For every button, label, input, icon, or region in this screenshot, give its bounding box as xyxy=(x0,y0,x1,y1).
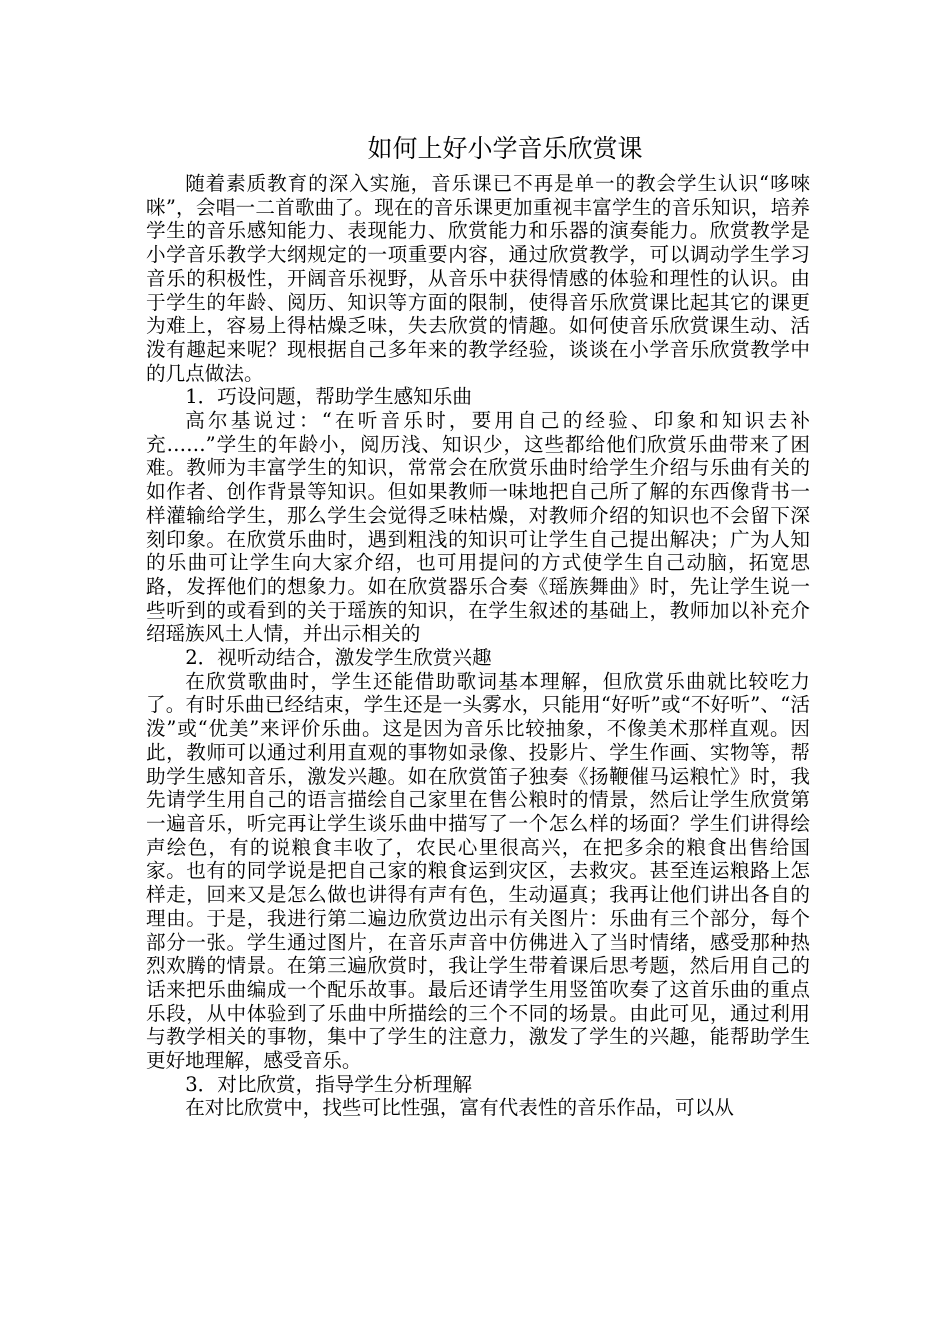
section-heading-3: 3．对比欣赏，指导学生分析理解 xyxy=(185,1072,472,1096)
section-3-paragraph: 在对比欣赏中，找些可比性强，富有代表性的音乐作品，可以从 xyxy=(185,1096,734,1120)
section-2-paragraph: 在欣赏歌曲时，学生还能借助歌词基本理解，但欣赏乐曲就比较吃力了。有时乐曲已经结束，学生还是一头雾水，只能用“好听”或“不好听”、“活泼”或“优美”来评价乐曲。这是因为音乐比较抽象，不像美术那样直观。因此，教师可以通过利用直观的事物如录像、投影片、学生作画、实物等，帮助学生感知音乐，激发兴趣。如在欣赏笛子独奏《扬鞭催马运粮忙》时，我先请学生用自己的语言描绘自己家里在售公粮时的情景，然后让学生欣赏第一遍音乐，听完再让学生谈乐曲中描写了一个怎么样的场面？学生们讲得绘声绘色，有的说粮食丰收了，农民心里很高兴，在把多余的粮食出售给国家。也有的同学说是把自己家的粮食运到灾区，去救灾。甚至连运粮路上怎样走，回来又是怎么做也讲得有声有色，生动逼真；我再让他们讲出各自的理由。于是，我进行第二遍边欣赏边出示有关图片：乐曲有三个部分，每个部分一张。学生通过图片，在音乐声音中仿佛进入了当时情绪，感受那种热烈欢腾的情景。在第三遍欣赏时，我让学生带着课后思考题，然后用自己的话来把乐曲编成一个配乐故事。最后还请学生用竖笛吹奏了这首乐曲的重点乐段，从中体验到了乐曲中所描绘的三个不同的场景。由此可见，通过利用与教学相关的事物，集中了学生的注意力，激发了学生的兴趣，能帮助学生更好地理解，感受音乐。 xyxy=(146,669,810,1073)
section-heading-2: 2．视听动结合，激发学生欣赏兴趣 xyxy=(185,646,492,670)
intro-paragraph: 随着素质教育的深入实施，音乐课已不再是单一的教会学生认识“哆唻咪”，会唱一二首歌曲了。现在的音乐课更加重视丰富学生的音乐知识，培养学生的音乐感知能力、表现能力、欣赏能力和乐器的演奏能力。欣赏教学是小学音乐教学大纲规定的一项重要内容，通过欣赏教学，可以调动学生学习音乐的积极性，开阔音乐视野，从音乐中获得情感的体验和理性的认识。由于学生的年龄、阅历、知识等方面的限制，使得音乐欣赏课比起其它的课更为难上，容易上得枯燥乏味，失去欣赏的情趣。如何使音乐欣赏课生动、活泼有趣起来呢？现根据自己多年来的教学经验，谈谈在小学音乐欣赏教学中的几点做法。 xyxy=(146,172,810,385)
document-body xyxy=(146,172,810,1120)
document-title: 如何上好小学音乐欣赏课 xyxy=(367,134,643,163)
section-heading-1: 1．巧设问题，帮助学生感知乐曲 xyxy=(185,385,472,409)
section-1-paragraph: 高尔基说过：“在听音乐时，要用自己的经验、印象和知识去补充……”学生的年龄小，阅历浅、知识少，这些都给他们欣赏乐曲带来了困难。教师为丰富学生的知识，常常会在欣赏乐曲时给学生介绍与乐曲有关的如作者、创作背景等知识。但如果教师一味地把自己所了解的东西像背书一样灌输给学生，那么学生会觉得乏味枯燥，对教师介绍的知识也不会留下深刻印象。在欣赏乐曲时，遇到粗浅的知识可让学生自己提出解决；广为人知的乐曲可让学生向大家介绍，也可用提问的方式使学生自己动脑，拓宽思路，发挥他们的想象力。如在欣赏器乐合奏《瑶族舞曲》时，先让学生说一些听到的或看到的关于瑶族的知识，在学生叙述的基础上，教师加以补充介绍瑶族风土人情，并出示相关的 xyxy=(146,409,810,646)
